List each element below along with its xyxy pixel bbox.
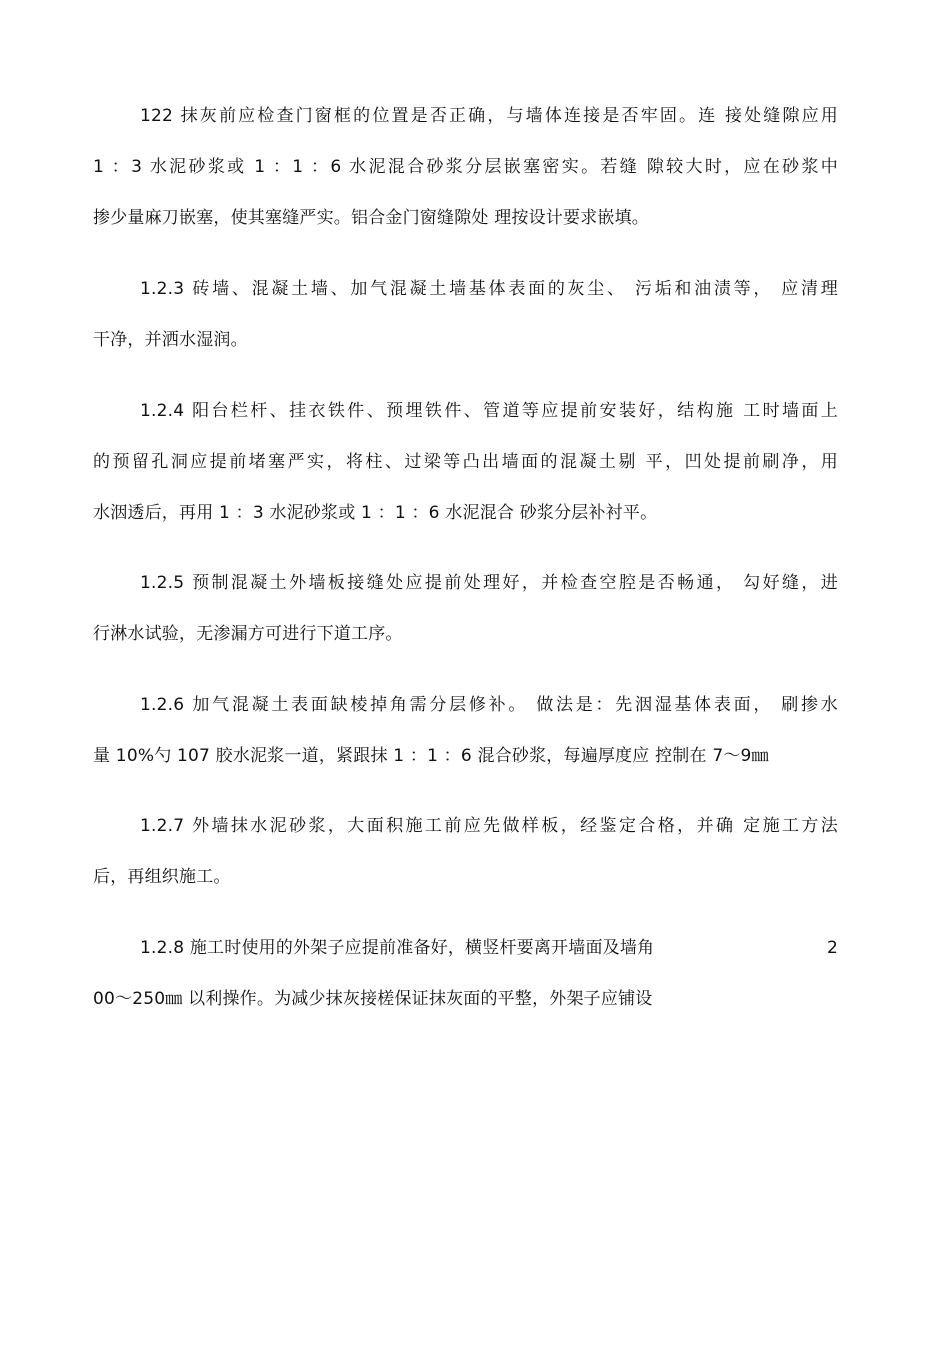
paragraph-4-line-1: 1.2.5 预制混凝土外墙板接缝处应提前处理好，并检查空腔是否畅通， 勾好缝，进	[140, 573, 838, 593]
paragraph-5-line-1: 1.2.6 加气混凝土表面缺棱掉角需分层修补。 做法是：先洇湿基体表面， 刷掺水	[140, 695, 838, 715]
paragraph-7-line-2: 00〜250㎜ 以利操作。为减少抹灰接槎保证抹灰面的平整，外架子应铺设	[93, 989, 653, 1009]
paragraph-1-line-2: 1 ：3 水泥砂浆或 1 ：1 ：6 水泥混合砂浆分层嵌塞密实。若缝 隙较大时，应在砂浆中	[93, 157, 838, 177]
paragraph-6-line-2: 后，再组织施工。	[93, 867, 231, 887]
paragraph-3-line-2: 的预留孔洞应提前堵塞严实，将柱、过梁等凸出墙面的混凝土剔 平，凹处提前刷净，用	[93, 452, 838, 472]
paragraph-7-line-1	[140, 937, 838, 959]
paragraph-7-line-1-tail: 2	[826, 938, 838, 958]
paragraph-2-line-2: 干净，并洒水湿润。	[93, 330, 248, 350]
paragraph-4-line-2: 行淋水试验，无渗漏方可进行下道工序。	[93, 624, 403, 644]
paragraph-7-line-1-text: 1.2.8 施工时使用的外架子应提前准备好，横竖杆要离开墙面及墙角	[140, 938, 655, 958]
paragraph-1-line-3: 掺少量麻刀嵌塞，使其塞缝严实。铝合金门窗缝隙处 理按设计要求嵌填。	[93, 208, 650, 228]
paragraph-1-line-1: 122 抹灰前应检查门窗框的位置是否正确，与墙体连接是否牢固。连 接处缝隙应用	[140, 106, 838, 126]
paragraph-3-line-1: 1.2.4 阳台栏杆、挂衣铁件、预埋铁件、管道等应提前安装好，结构施 工时墙面上	[140, 401, 838, 421]
paragraph-6-line-1: 1.2.7 外墙抹水泥砂浆，大面积施工前应先做样板，经鉴定合格，并确 定施工方法	[140, 816, 838, 836]
paragraph-2-line-1: 1.2.3 砖墙、混凝土墙、加气混凝土墙基体表面的灰尘、 污垢和油渍等， 应清理	[140, 279, 838, 299]
paragraph-5-line-2: 量 10%勺 107 胶水泥浆一道，紧跟抹 1 ：1 ：6 混合砂浆，每遍厚度应 控制在 7〜9㎜	[93, 746, 769, 766]
paragraph-3-line-3: 水洇透后，再用 1 ：3 水泥砂浆或 1 ：1 ：6 水泥混合 砂浆分层补衬平。	[93, 503, 658, 523]
